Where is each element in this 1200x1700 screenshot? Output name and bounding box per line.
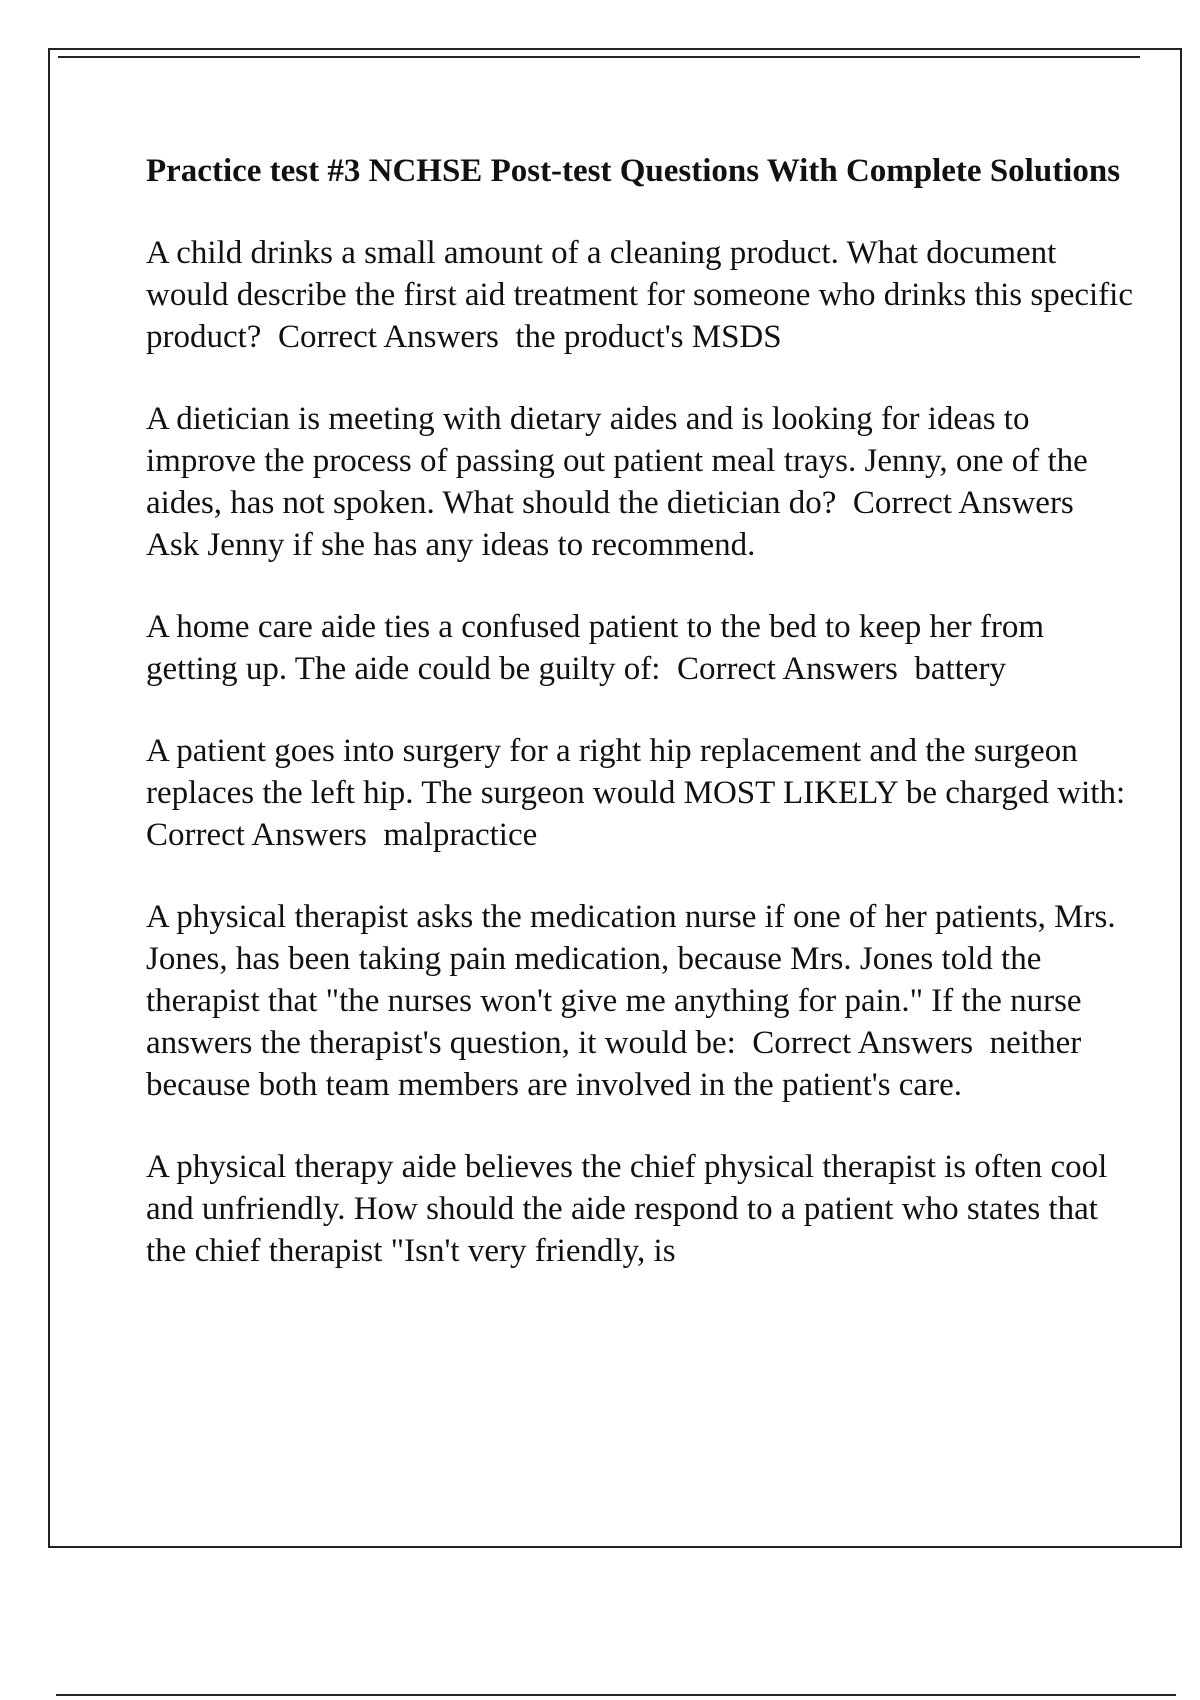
qa-entry-4 xyxy=(146,730,1136,856)
question-text: A dietician is meeting with dietary aides and is looking for ideas to improve the process of passing out patient meal trays. Jenny, one of the aides, has not spoken. What should the dietician do? xyxy=(146,401,1097,521)
document-title: Practice test #3 NCHSE Post-test Questions With Complete Solutions xyxy=(146,153,1121,189)
answer-label: Correct Answers xyxy=(277,319,499,355)
question-text: A physical therapy aide believes the chief physical therapist is often cool and unfriendly. How should the aide respond to a patient who states that the chief therapist "Isn't very friendly, is xyxy=(146,1149,1116,1269)
bottom-divider xyxy=(56,1694,1176,1696)
question-text: A child drinks a small amount of a cleaning product. What document would describe the first aid treatment for someone who drinks this specific product? xyxy=(146,235,1142,355)
qa-entry-6 xyxy=(146,1146,1136,1272)
qa-entry-2 xyxy=(146,398,1136,566)
qa-entry-5 xyxy=(146,896,1136,1106)
question-text: A physical therapist asks the medication nurse if one of her patients, Mrs. Jones, has been taking pain medication, because Mrs. Jones told the therapist that "the nurses won't give me anything for pain." If the nurse answers the therapist's question, it would be: xyxy=(146,899,1124,1061)
qa-entry-3 xyxy=(146,606,1136,690)
answer-label: Correct Answers xyxy=(752,1025,974,1061)
answer-label: Correct Answers xyxy=(852,485,1074,521)
answer-label: Correct Answers xyxy=(146,817,367,853)
answer-text: Ask Jenny if she has any ideas to recommend. xyxy=(146,527,756,563)
answer-text: neither because both team members are involved in the patient's care. xyxy=(146,1025,1090,1103)
answer-text: the product's MSDS xyxy=(515,319,782,355)
question-text: A home care aide ties a confused patient to the bed to keep her from getting up. The aide could be guilty of: xyxy=(146,609,1053,687)
page-frame xyxy=(48,48,1182,1548)
answer-text: battery xyxy=(914,651,1006,687)
answer-label: Correct Answers xyxy=(676,651,898,687)
qa-entry-1 xyxy=(146,232,1142,358)
top-divider xyxy=(58,56,1140,58)
answer-text: malpractice xyxy=(383,817,538,853)
question-text: A patient goes into surgery for a right hip replacement and the surgeon replaces the left hip. The surgeon would MOST LIKELY be charged with: xyxy=(146,733,1126,811)
document-body xyxy=(146,150,1142,1312)
